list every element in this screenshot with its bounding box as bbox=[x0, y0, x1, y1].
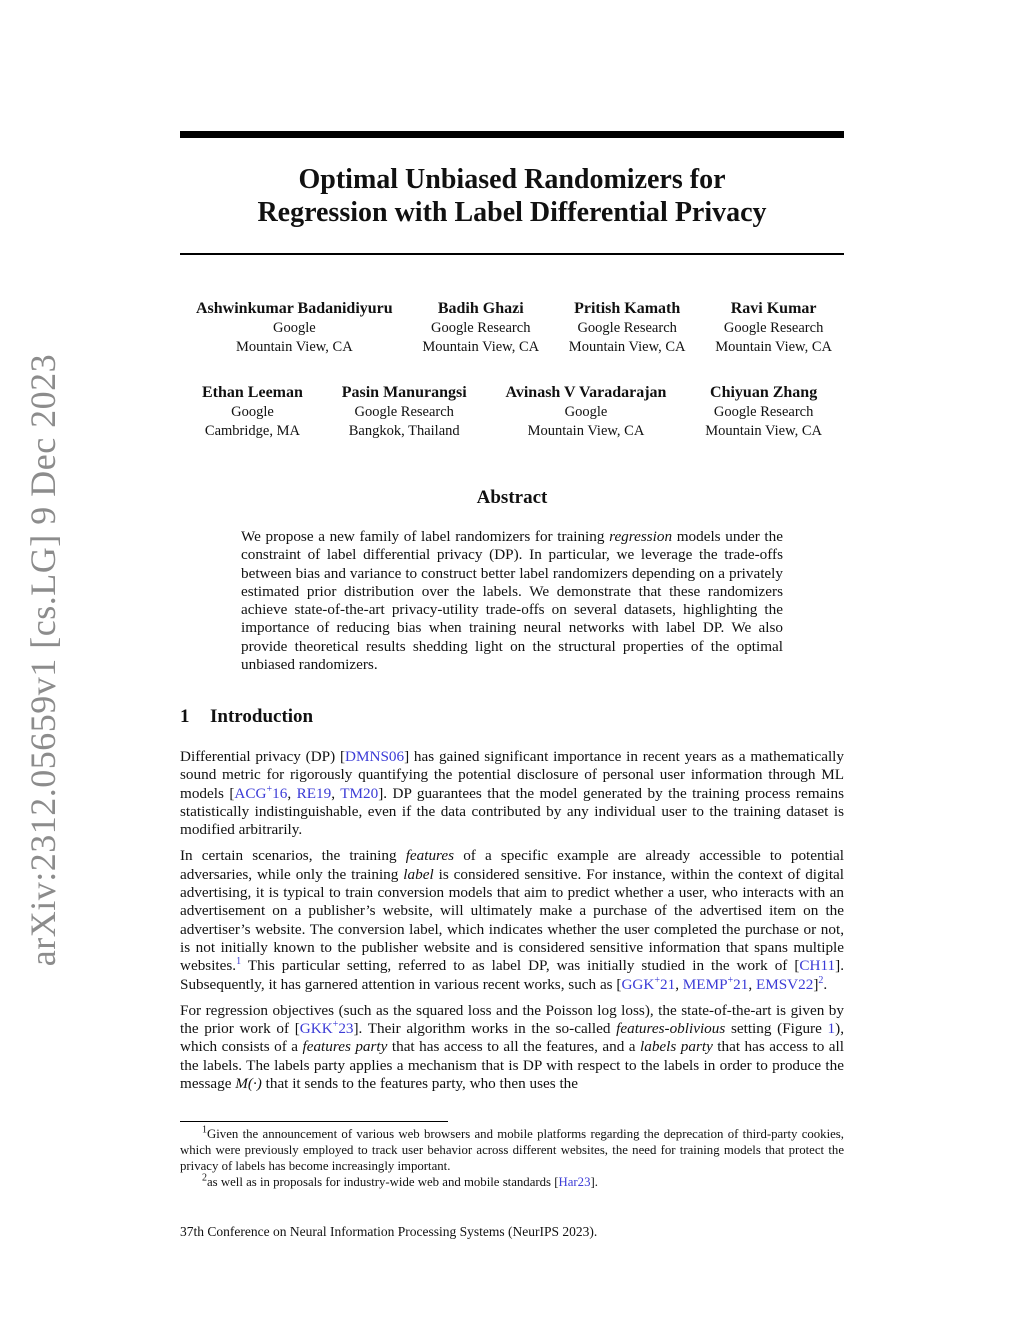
author-block bbox=[715, 299, 832, 357]
text: of a specific example are already accessible to potential adversaries, while only the training bbox=[180, 847, 844, 883]
footnote-marker[interactable]: 1 bbox=[236, 956, 242, 968]
author-location: Mountain View, CA bbox=[715, 339, 832, 355]
author-block bbox=[705, 383, 822, 441]
author-name: Chiyuan Zhang bbox=[710, 384, 818, 401]
text: . bbox=[823, 975, 828, 993]
abstract-emphasis: regression bbox=[609, 528, 673, 545]
text: Differential privacy (DP) [ bbox=[180, 748, 346, 765]
author-location: Mountain View, CA bbox=[705, 423, 822, 439]
citation-link[interactable]: EMSV22 bbox=[755, 975, 814, 993]
text: ] has gained significant importance in recent years as a mathematically sound metric for rigorously quantifying the potential disclosure of personal user information through ML models [ bbox=[180, 748, 844, 802]
abstract-text: We propose a new family of label randomizers for training bbox=[241, 528, 610, 545]
author-location: Mountain View, CA bbox=[568, 339, 686, 355]
author-name: Ethan Leeman bbox=[202, 384, 303, 401]
author-location: Mountain View, CA bbox=[235, 339, 353, 355]
citation-link[interactable]: TM20 bbox=[340, 784, 379, 802]
text: setting (Figure bbox=[725, 1020, 828, 1038]
footnote-1 bbox=[180, 1126, 844, 1174]
citation-link[interactable]: Har23 bbox=[558, 1175, 591, 1189]
author-affiliation: Google bbox=[564, 404, 608, 420]
text: For regression objectives (such as the squared loss and the Poisson log loss), the state-of-the-art is given by the prior work of [ bbox=[180, 1001, 844, 1038]
citation-text: 23 bbox=[338, 1020, 354, 1038]
text: In certain scenarios, the training bbox=[180, 847, 406, 865]
citation-text: ACG bbox=[234, 784, 267, 802]
citation-text: 21 bbox=[660, 975, 676, 993]
author-name: Ravi Kumar bbox=[730, 300, 817, 317]
author-affiliation: Google Research bbox=[713, 404, 814, 420]
citation-link[interactable]: DMNS06 bbox=[345, 748, 405, 765]
title-line-2: Regression with Label Differential Privacy bbox=[257, 197, 767, 228]
top-rule bbox=[180, 131, 844, 138]
abstract-body bbox=[241, 528, 783, 674]
author-name: Pasin Manurangsi bbox=[341, 384, 467, 401]
math-expression: M(·) bbox=[235, 1075, 262, 1093]
arxiv-stamp: arXiv:2312.05659v1 [cs.LG] 9 Dec 2023 bbox=[23, 353, 63, 967]
footnote-number: 2 bbox=[202, 1172, 207, 1184]
author-name: Pritish Kamath bbox=[574, 300, 681, 317]
footnote-number: 1 bbox=[202, 1124, 207, 1136]
text: This particular setting, referred to as label DP, was initially studied in the work of [ bbox=[241, 957, 800, 975]
citation-link[interactable] bbox=[300, 1020, 354, 1037]
author-block bbox=[202, 383, 303, 441]
section-heading bbox=[180, 706, 313, 728]
author-location: Cambridge, MA bbox=[204, 423, 300, 439]
paragraph-3 bbox=[180, 1002, 844, 1093]
emphasis: features-oblivious bbox=[616, 1020, 726, 1038]
author-affiliation: Google bbox=[272, 320, 316, 336]
citation-sup: + bbox=[332, 1019, 339, 1031]
text: ]. Subsequently, it has garnered attention in various recent works, such as [ bbox=[180, 957, 844, 993]
authors-row-1 bbox=[196, 299, 832, 357]
citation-sup: + bbox=[654, 974, 660, 986]
author-affiliation: Google Research bbox=[431, 320, 531, 336]
text: , bbox=[287, 784, 297, 802]
abstract-heading: Abstract bbox=[476, 487, 548, 508]
text: that has access to all the labels. The labels party applies a mechanism that is DP with respect to the labels in order to produce the message bbox=[180, 1038, 844, 1093]
text: ]. DP guarantees that the model generated by the training process remains statistically indistinguishable, even if the data contributed by any individual user to the training dataset is modified arbitrarily. bbox=[180, 784, 844, 839]
authors-row-2 bbox=[202, 383, 822, 441]
text: , bbox=[331, 784, 341, 802]
section-number: 1 bbox=[180, 706, 190, 727]
title-line-1: Optimal Unbiased Randomizers for bbox=[298, 164, 726, 195]
text: , bbox=[748, 975, 756, 993]
author-affiliation: Google Research bbox=[354, 404, 454, 420]
text: ]. Their algorithm works in the so-called bbox=[353, 1020, 617, 1038]
author-location: Mountain View, CA bbox=[527, 423, 645, 439]
footnote-rule bbox=[180, 1121, 448, 1122]
citation-sup: + bbox=[727, 974, 734, 986]
text: , bbox=[675, 975, 683, 993]
citation-text: 16 bbox=[272, 784, 288, 802]
citation-link[interactable] bbox=[621, 976, 675, 993]
citation-link[interactable]: CH11 bbox=[799, 957, 836, 975]
text: ), which consists of a bbox=[180, 1020, 844, 1056]
footnote-2 bbox=[180, 1174, 844, 1190]
citation-text: GKK bbox=[299, 1020, 333, 1038]
emphasis: features bbox=[405, 847, 455, 865]
footnote-marker[interactable]: 2 bbox=[818, 974, 824, 986]
author-location: Bangkok, Thailand bbox=[348, 423, 460, 439]
emphasis: label bbox=[403, 865, 434, 883]
body-text bbox=[180, 748, 844, 1101]
citation-link[interactable]: RE19 bbox=[296, 784, 332, 802]
citation-sup: + bbox=[266, 783, 273, 795]
emphasis: labels party bbox=[640, 1038, 713, 1056]
author-block bbox=[196, 299, 393, 357]
paragraph-1 bbox=[180, 748, 844, 839]
citation-text: MEMP bbox=[682, 975, 728, 993]
citation-text: GGK bbox=[621, 975, 655, 993]
author-block bbox=[569, 299, 686, 357]
citation-link[interactable] bbox=[234, 785, 287, 802]
footnote-text: Given the announcement of various web browsers and mobile platforms regarding the deprecation of third-party cookies, which were previously employed to track user behavior across different websites, the need for training models that protect the privacy of labels has become increasingly important. bbox=[180, 1127, 844, 1173]
emphasis: features party bbox=[302, 1038, 388, 1056]
citation-text: 21 bbox=[733, 975, 749, 993]
footnote-text: as well as in proposals for industry-wide web and mobile standards [ bbox=[207, 1175, 559, 1189]
title-rule bbox=[180, 253, 844, 255]
section-title: Introduction bbox=[210, 706, 314, 727]
citation-link[interactable] bbox=[683, 976, 749, 993]
author-affiliation: Google Research bbox=[577, 320, 677, 336]
author-name: Ashwinkumar Badanidiyuru bbox=[196, 300, 393, 317]
figure-link[interactable]: 1 bbox=[827, 1020, 836, 1038]
paper-title bbox=[180, 163, 844, 229]
author-name: Badih Ghazi bbox=[437, 300, 524, 317]
author-name: Avinash V Varadarajan bbox=[505, 384, 667, 401]
footnotes bbox=[180, 1126, 844, 1190]
abstract-text: models under the constraint of label differential privacy (DP). In particular, we leverage the trade-offs between bias and variance to construct better label randomizers depending on a privately estimated prior distribution over the labels. We demonstrate that these randomizers achieve state-of-the-art privacy-utility trade-offs on several datasets, highlighting the importance of reducing bias when training neural networks with label DP. We also provide theoretical results shedding light on the structural properties of the optimal unbiased randomizers. bbox=[241, 528, 783, 674]
footnote-text: ]. bbox=[590, 1175, 598, 1189]
author-affiliation: Google bbox=[231, 404, 274, 420]
text: that has access to all the features, and a bbox=[387, 1038, 641, 1056]
text: is considered sensitive. For instance, within the context of digital advertising, it is typical to train conversion models that aim to predict whether a user, who interacts with an advertisement on a publisher’s website, will ultimately make a purchase of the advertised item on the advertiser’s website. The conversion label, which indicates whether the user completed the purchase or not, is not initially known to the publisher website and is considered sensitive information that spans multiple websites. bbox=[180, 865, 845, 975]
author-block bbox=[342, 383, 467, 441]
author-block bbox=[422, 299, 539, 357]
conference-note: 37th Conference on Neural Information Processing Systems (NeurIPS 2023). bbox=[180, 1224, 598, 1239]
paragraph-2 bbox=[180, 847, 844, 993]
author-affiliation: Google Research bbox=[723, 320, 824, 336]
text: ] bbox=[813, 975, 819, 993]
author-block bbox=[505, 383, 666, 441]
author-location: Mountain View, CA bbox=[422, 339, 540, 355]
text: that it sends to the features party, who then uses the bbox=[261, 1075, 579, 1093]
